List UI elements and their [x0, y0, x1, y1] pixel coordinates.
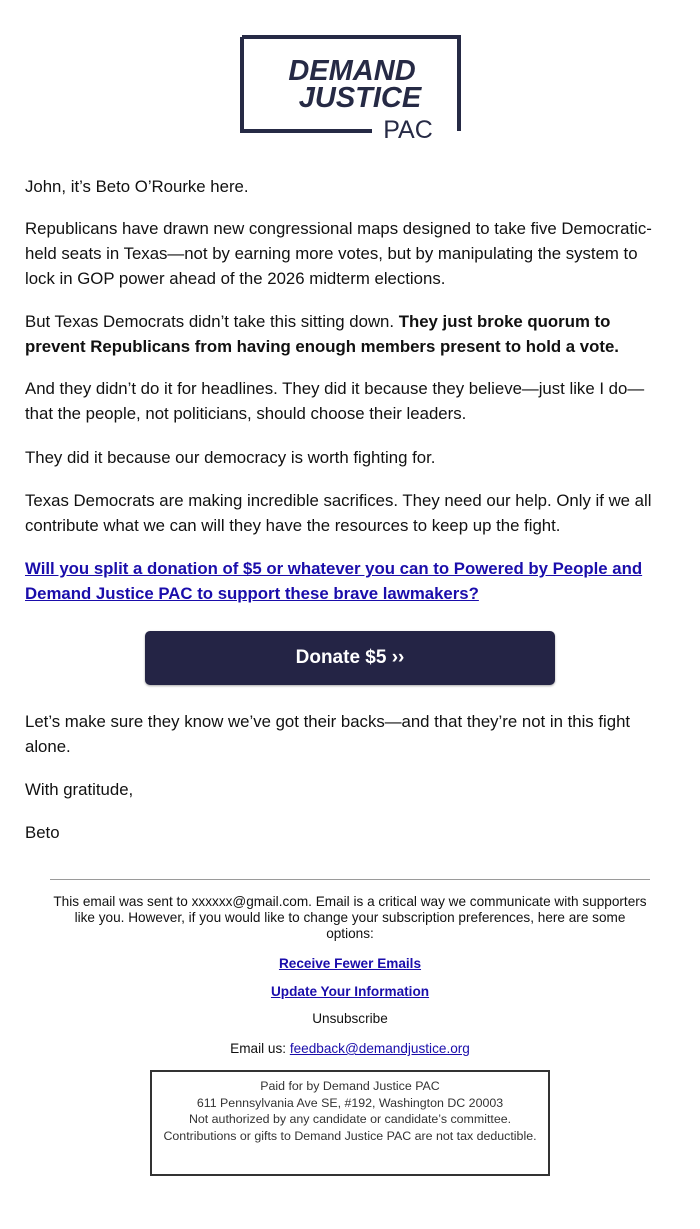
logo-line-pac: PAC [383, 116, 433, 139]
donation-ask-link[interactable]: Will you split a donation of $5 or whatever you can to Powered by People and Demand Justice PAC to support these brave lawmakers? [25, 559, 643, 603]
paragraph-quorum-plain: But Texas Democrats didn’t take this sitting down. [25, 312, 399, 331]
signoff: With gratitude, [25, 780, 134, 799]
disclaimer-line-2: 611 Pennsylvania Ave SE, #192, Washington DC 20003 [196, 1095, 504, 1110]
disclaimer-line-4: Contributions or gifts to Demand Justice PAC are not tax deductible. [163, 1128, 537, 1143]
demand-justice-pac-logo [240, 35, 461, 139]
donation-ask [25, 556, 667, 606]
paragraph-quorum-bold: They just broke quorum to prevent Republicans from having enough members present to hold a vote. [25, 312, 619, 356]
donate-button[interactable]: Donate $5 ›› [145, 631, 555, 685]
paid-for-disclaimer [150, 1070, 550, 1176]
logo-line-justice: JUSTICE [298, 82, 422, 114]
receive-fewer-emails-link[interactable]: Receive Fewer Emails [278, 956, 422, 971]
footer-update-info [50, 984, 650, 1000]
paragraph-backs: Let’s make sure they know we’ve got their backs—and that they’re not in this fight alone. [25, 712, 631, 756]
disclaimer-line-3: Not authorized by any candidate or candidate’s committee. [188, 1112, 512, 1126]
paragraph-quorum [25, 309, 667, 359]
footer-fewer-emails [50, 956, 650, 972]
signature: Beto [25, 823, 60, 842]
update-information-link[interactable]: Update Your Information [270, 984, 430, 999]
logo-line-demand: DEMAND [288, 55, 416, 87]
paragraph-maps: Republicans have drawn new congressional maps designed to take five Democratic-held seats in Texas—not by earning more votes, but by manipulating the system to lock in GOP power ahead of the 2026 midterm elections. [25, 219, 652, 288]
footer-notice: This email was sent to xxxxxx@gmail.com. Email is a critical way we communicate with supporters like you. However, if you would like to change your subscription preferences, here are some options: [53, 894, 647, 941]
paragraph-headlines: And they didn’t do it for headlines. They did it because they believe—just like I do—that the people, not politicians, should choose their leaders. [25, 379, 645, 423]
unsubscribe-link[interactable]: Unsubscribe [312, 1011, 388, 1026]
email-us-label: Email us: [230, 1041, 290, 1056]
paragraph-democracy: They did it because our democracy is worth fighting for. [25, 448, 436, 467]
footer-unsubscribe [50, 1011, 650, 1027]
footer-divider [50, 879, 650, 880]
paragraph-sacrifices: Texas Democrats are making incredible sacrifices. They need our help. Only if we all contribute what we can will they have the resources to keep up the fight. [25, 491, 652, 535]
disclaimer-line-1: Paid for by Demand Justice PAC [260, 1079, 440, 1093]
greeting: John, it’s Beto O’Rourke here. [25, 177, 249, 196]
feedback-email-link[interactable]: feedback@demandjustice.org [289, 1041, 470, 1056]
logo-mark [240, 35, 461, 139]
footer-email-us [50, 1041, 650, 1057]
